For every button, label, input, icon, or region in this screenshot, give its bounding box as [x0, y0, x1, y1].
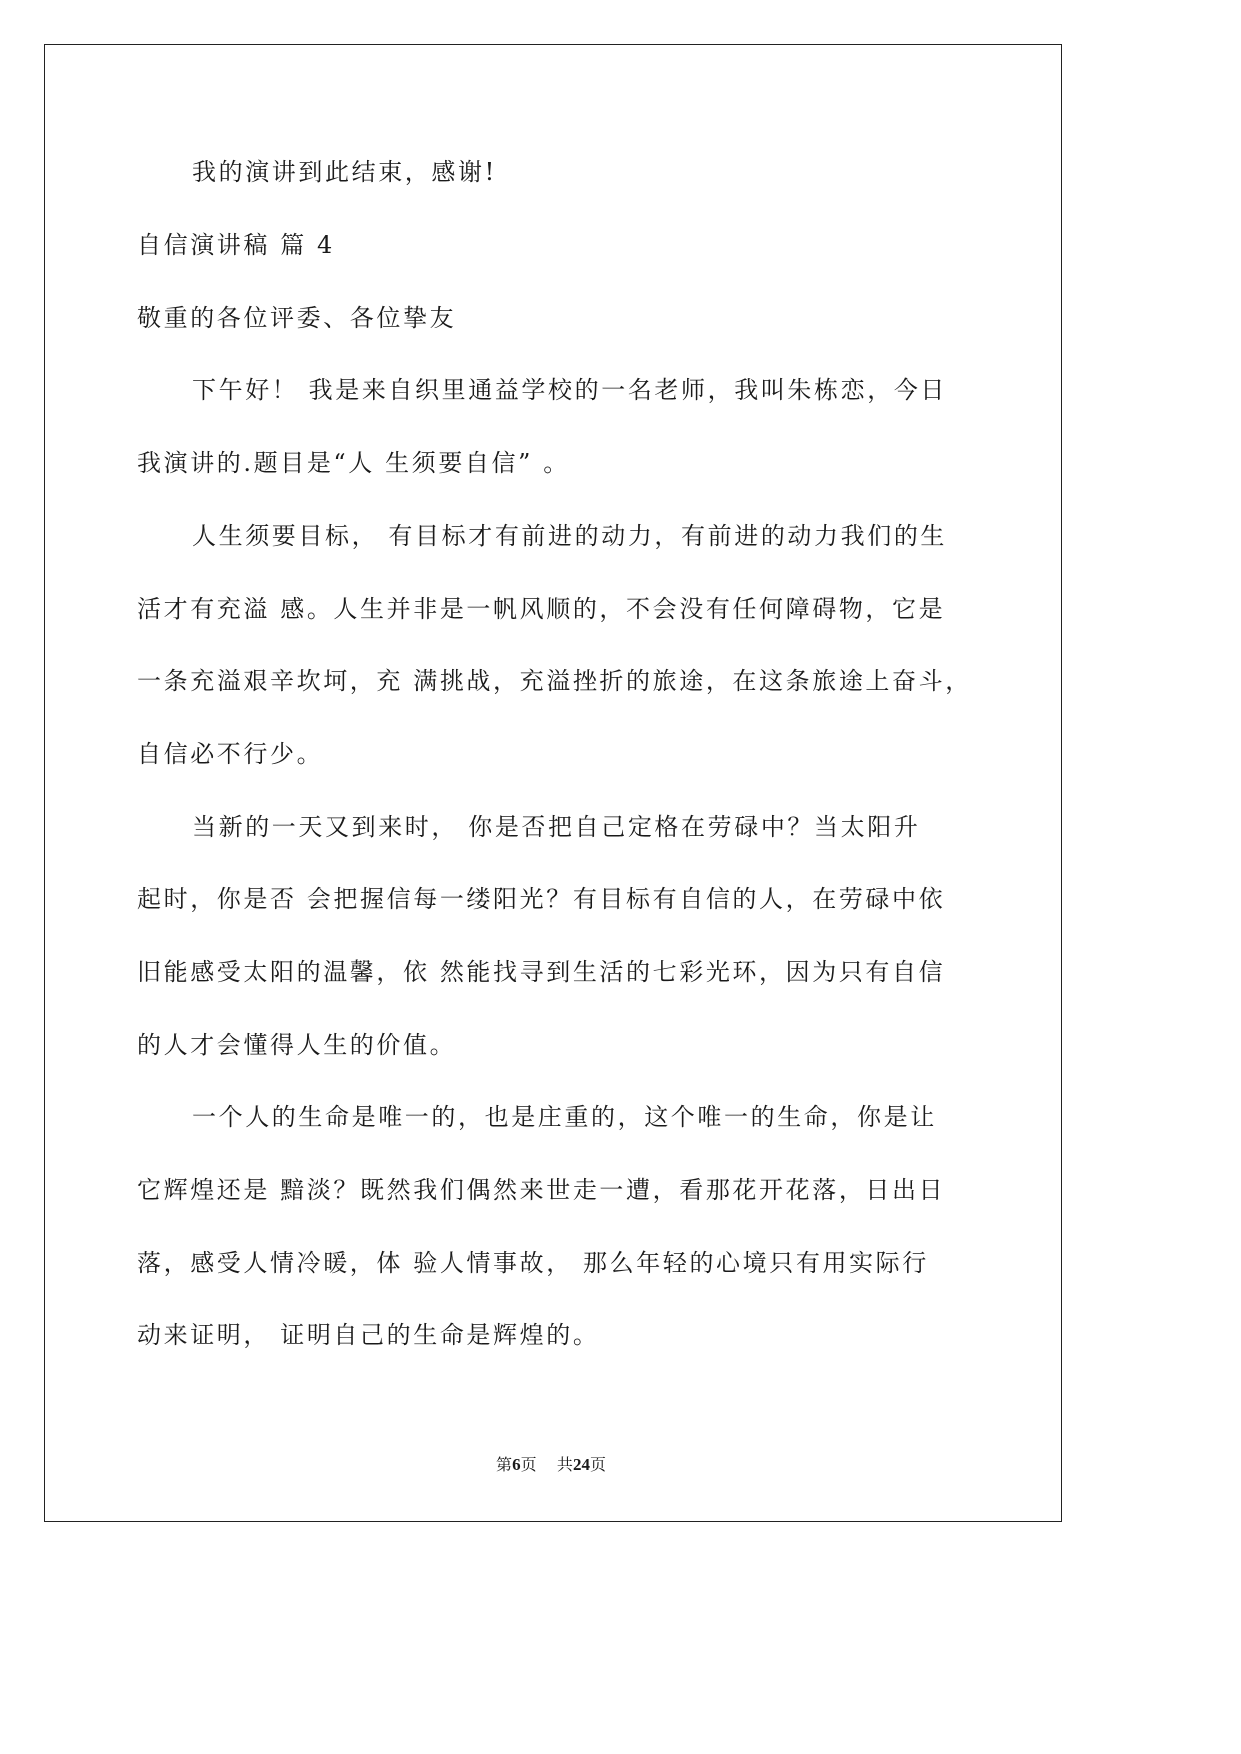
- page-border: [44, 44, 1062, 1522]
- page-footer: [0, 1456, 1102, 1473]
- salutation: 敬重的各位评委、各位挚友: [137, 304, 457, 332]
- paragraph-line: 它辉煌还是 黯淡？既然我们偶然来世走一遭，看那花开花落，日出日: [137, 1176, 946, 1204]
- paragraph-line: 自信必不行少。: [137, 740, 324, 768]
- total-suffix: 页: [589, 1455, 606, 1474]
- total-prefix: 共: [556, 1455, 573, 1474]
- paragraph-line: 落，感受人情冷暖，体 验人情事故， 那么年轻的心境只有用实际行: [137, 1249, 929, 1277]
- paragraph-line: 人生须要目标， 有目标才有前进的动力，有前进的动力我们的生: [192, 522, 948, 550]
- paragraph-line: 活才有充溢 感。人生并非是一帆风顺的，不会没有任何障碍物，它是: [137, 595, 946, 623]
- paragraph-line: 动来证明， 证明自己的生命是辉煌的。: [137, 1321, 600, 1349]
- paragraph-line: 我演讲的.题目是“人 生须要自信” 。: [137, 449, 570, 477]
- page-suffix: 页: [520, 1455, 537, 1474]
- paragraph-line: 当新的一天又到来时， 你是否把自己定格在劳碌中？当太阳升: [192, 813, 921, 841]
- total-pages: 24: [572, 1455, 590, 1474]
- paragraph-line: 一个人的生命是唯一的，也是庄重的，这个唯一的生命，你是让: [192, 1103, 937, 1131]
- closing-line: 我的演讲到此结束，感谢!: [192, 158, 497, 186]
- section-heading: 自信演讲稿 篇 4: [137, 231, 335, 259]
- page-prefix: 第: [496, 1455, 513, 1474]
- paragraph-line: 起时，你是否 会把握信每一缕阳光？有目标有自信的人，在劳碌中依: [137, 885, 946, 913]
- paragraph-line: 的人才会懂得人生的价值。: [137, 1031, 457, 1059]
- paragraph-line: 下午好！ 我是来自织里通益学校的一名老师，我叫朱栋恋，今日: [192, 376, 948, 404]
- paragraph-line: 旧能感受太阳的温馨，依 然能找寻到生活的七彩光环，因为只有自信: [137, 958, 946, 986]
- page-number: 6: [512, 1455, 521, 1474]
- paragraph-line: 一条充溢艰辛坎坷，充 满挑战，充溢挫折的旅途，在这条旅途上奋斗，: [137, 667, 972, 695]
